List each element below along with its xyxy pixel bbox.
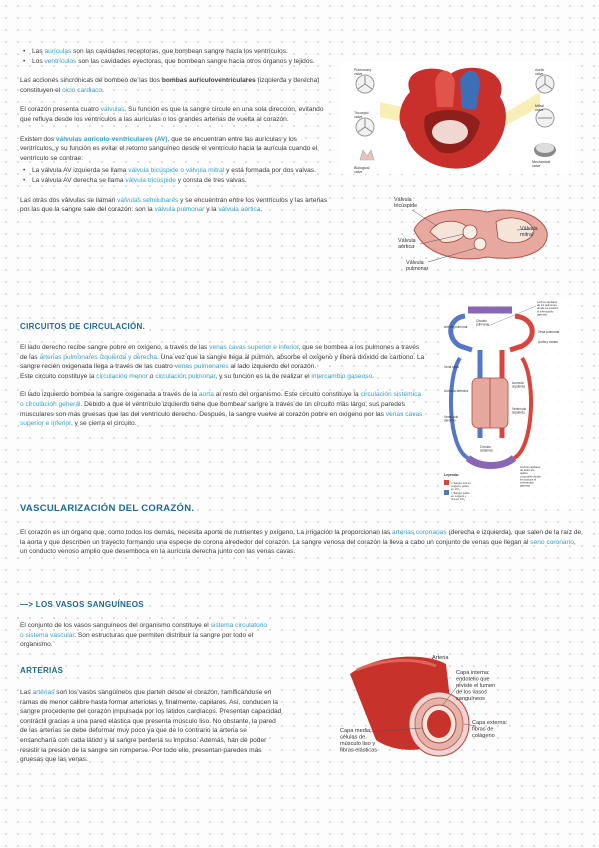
label-circuito-sistemico: Circuito sistémico [480,445,494,453]
artery-illustration [336,644,508,779]
legend-sangre-rica: = Sangre rica en oxígeno, pobre en CO₂ [451,482,471,492]
label-mechanical-valve: Mechanical valve [532,160,551,169]
label-arteria-pulmonar: Arteria pulmonar [444,325,468,329]
av-list [20,166,332,185]
label-capa-interna: Capa interna: endotelio que reviste el lumen de los vasos sanguíneos [456,670,496,702]
figure-circulation [440,298,580,508]
label-valvula-tricuspide: Válvula tricúspide [394,197,418,210]
label-capa-media: Capa media: células de músculo liso y fibras elásticas [340,728,377,754]
vasos-block [20,621,270,650]
label-ventriculo-izquierdo: Ventrículo izquierdo [512,407,527,415]
label-auricula-derecha: Aurícula derecha [444,389,469,393]
intro-block [20,47,332,215]
label-leyenda: Leyenda: [444,473,459,477]
paragraph-arterias: Las arterias son los vasos sanguíneos que parten desde el corazón, ramificándose en ramas de menor calibre hasta formar arteriolas y, finalmente, capilares. Así, conducen la sangre procedente del corazón impulsada por los latidos cardíacos. Presentan capacidad contráctil gracias a una pared elástica que presenta músculo liso. No obstante, la pared de las arterias se debe deformar muy poco ya que de lo contrario la arteria se ensancharía con cada latido y la sangre perdería su impulso. Además, han de poder resistir la presión de la sangre sin romperse. Por todo ello, presentan paredes más gruesas que las venas. [20,689,282,764]
legend-sangre-pobre: = Sangre pobre en oxígeno y rica en CO₂ [451,492,470,502]
list-item-auriculas: • Las aurículas son las cavidades receptoras, que bombean sangre hacia los ventrículos. [20,47,332,57]
chamber-list [20,47,332,66]
paragraph-semilunares: Las otras dos válvulas se llaman válvulas semilunares y se encuentran entre los ventrículos y las arterias por las que la sangre sale del corazón: son la válvula pulmonar y la válvula aórtica. [20,196,328,214]
label-capa-externa: Capa externa: fibras de colágeno [472,720,508,739]
label-mitral-valve: Mitral valve [535,104,544,113]
paragraph-valvulas: El corazón presenta cuatro válvulas. Su función es que la sangre circule en una sola dirección, evitando que refluya desde los ventrículos a las aurículas o los grandes arterias de vuelta al corazón. [20,106,324,123]
label-biological-valve: Biological valve [354,166,370,175]
label-vena-cava: Vena cava [444,365,459,369]
paragraph-circ-menor: Este circuito constituye la circulación menor o circulación pulmonar, y su función es la de realizar el intercambio gaseoso. [20,372,375,380]
circ-block [20,343,425,429]
label-auricula-izquierda: Aurícula izquierda [512,381,525,389]
label-aorta-ramas: Aorta y ramas [538,340,558,344]
label-capilares-tejidos: Lechos capilares de todos los tejidos corporales donde se produce el intercambio gaseoso [520,466,541,488]
figure-heart-section [392,192,567,272]
list-item-ventriculos: • Los ventrículos son las cavidades eyectoras, que bombean sangre hacia otros órganos y tejidos. [20,57,332,67]
heading-vasos: —> LOS VASOS SANGUÍNEOS [20,600,144,609]
label-circuito-pulmonar: Circuito pulmonar [476,319,490,327]
heart-section-illustration [392,192,567,272]
paragraph-av: Existen dos válvulas auriculo-ventriculares (AV), que se encuentran entre las aurículas y los ventrículos, y su función es evitar el retorno sanguíneo desde el ventrículo hacia la aurícula cuando el ventrículo se contrae: [20,135,318,162]
list-item-mitral: • La válvula AV izquierda se llama válvula bicúspide o válvula mitral y está formada por dos valvas. [20,166,332,176]
figure-artery-layers [336,644,508,779]
paragraph-circ-izquierdo: El lado izquierdo bombea la sangre oxigenada a través de la aorta al resto del organismo. Este circuito constituye la circulación sistémica o circulación general. Debido a que el ventrículo izquierdo tiene que bombear sangre a través de un circuito más largo, sus paredes musculares son más gruesas que las del ventrículo derecho. Después, la sangre vuelve al corazón pobre en oxígeno por las venas cavas superior e inferior, y se cierra el circuito. [20,391,423,428]
label-aortic-valve: Aortic valve [535,68,545,77]
label-valvula-aortica: Válvula aórtica [398,238,416,251]
paragraph-vasos: El conjunto de los vasos sanguíneos del organismo constituye el sistema circulatorio o sistema vascular. Son estructuras que permiten distribuir la sangre por todo el organismo. [20,622,268,649]
label-capilares-pulmones: Lechos capilares de los pulmones donde se produce el intercambio gaseoso [537,301,559,317]
paragraph-vascularizacion: El corazón es un órgano que, como todos los demás, necesita aporte de nutrientes y oxígeno. La irrigación la proporcionan las arterias coronarias (derecha e izquierda), que salen de la raíz de la aorta y que describen un trayecto formando una especie de corona alrededor del corazón. La sangre venosa del corazón la lleva a cabo un conjunto de venas que llegan al seno coronario, un conducto venoso amplio que desemboca en la aurícula derecha junto con las venas cavas. [20,529,582,556]
vasc-block [20,528,582,557]
heading-circuitos: CIRCUITOS DE CIRCULACIÓN. [20,322,146,331]
heading-vascularizacion: VASCULARIZACIÓN DEL CORAZÓN. [20,503,195,514]
label-ventriculo-derecho: Ventrículo derecho [444,415,459,423]
figure-heart-valves [340,62,575,174]
label-valvula-mitral: Válvula mitral [520,226,538,239]
label-arteria: Arteria [432,655,449,661]
label-pulmonary-valve: Pulmonary valve [354,68,372,77]
list-item-tricuspide: • La válvula AV derecha se llama válvula tricúspide y consta de tres valvas. [20,176,332,186]
label-vena-pulmonar: Vena pulmonar [538,330,560,334]
label-tricuspid-valve: Tricuspid valve [354,111,369,120]
paragraph-circ-derecho: El lado derecho recibe sangre pobre en oxígeno, a través de las venas cavas superior e inferior, que se bombea a los pulmones a través de las arterias pulmonares izquierda y derecha. Una vez que la sangre llega al pulmón, absorbe el oxígeno y libera dióxido de carbono. La sangre recién oxigenada llega a través de las cuatro venas pulmonares al lado izquierdo del corazón. [20,344,425,371]
heading-arterias: ARTERIAS [20,666,64,675]
legend-swatch-rica [444,480,449,485]
legend-swatch-pobre [444,490,449,495]
heart-valves-illustration [340,62,575,174]
paragraph-bombas: Las acciones sincrónicas de bombeo de las dos bombas auriculoventriculares (izquierda y derecha) constituyen el ciclo cardiaco. [20,77,320,94]
arterias-block [20,688,282,765]
label-valvula-pulmonar: Válvula pulmonar [406,260,429,273]
circulation-illustration [440,298,580,508]
